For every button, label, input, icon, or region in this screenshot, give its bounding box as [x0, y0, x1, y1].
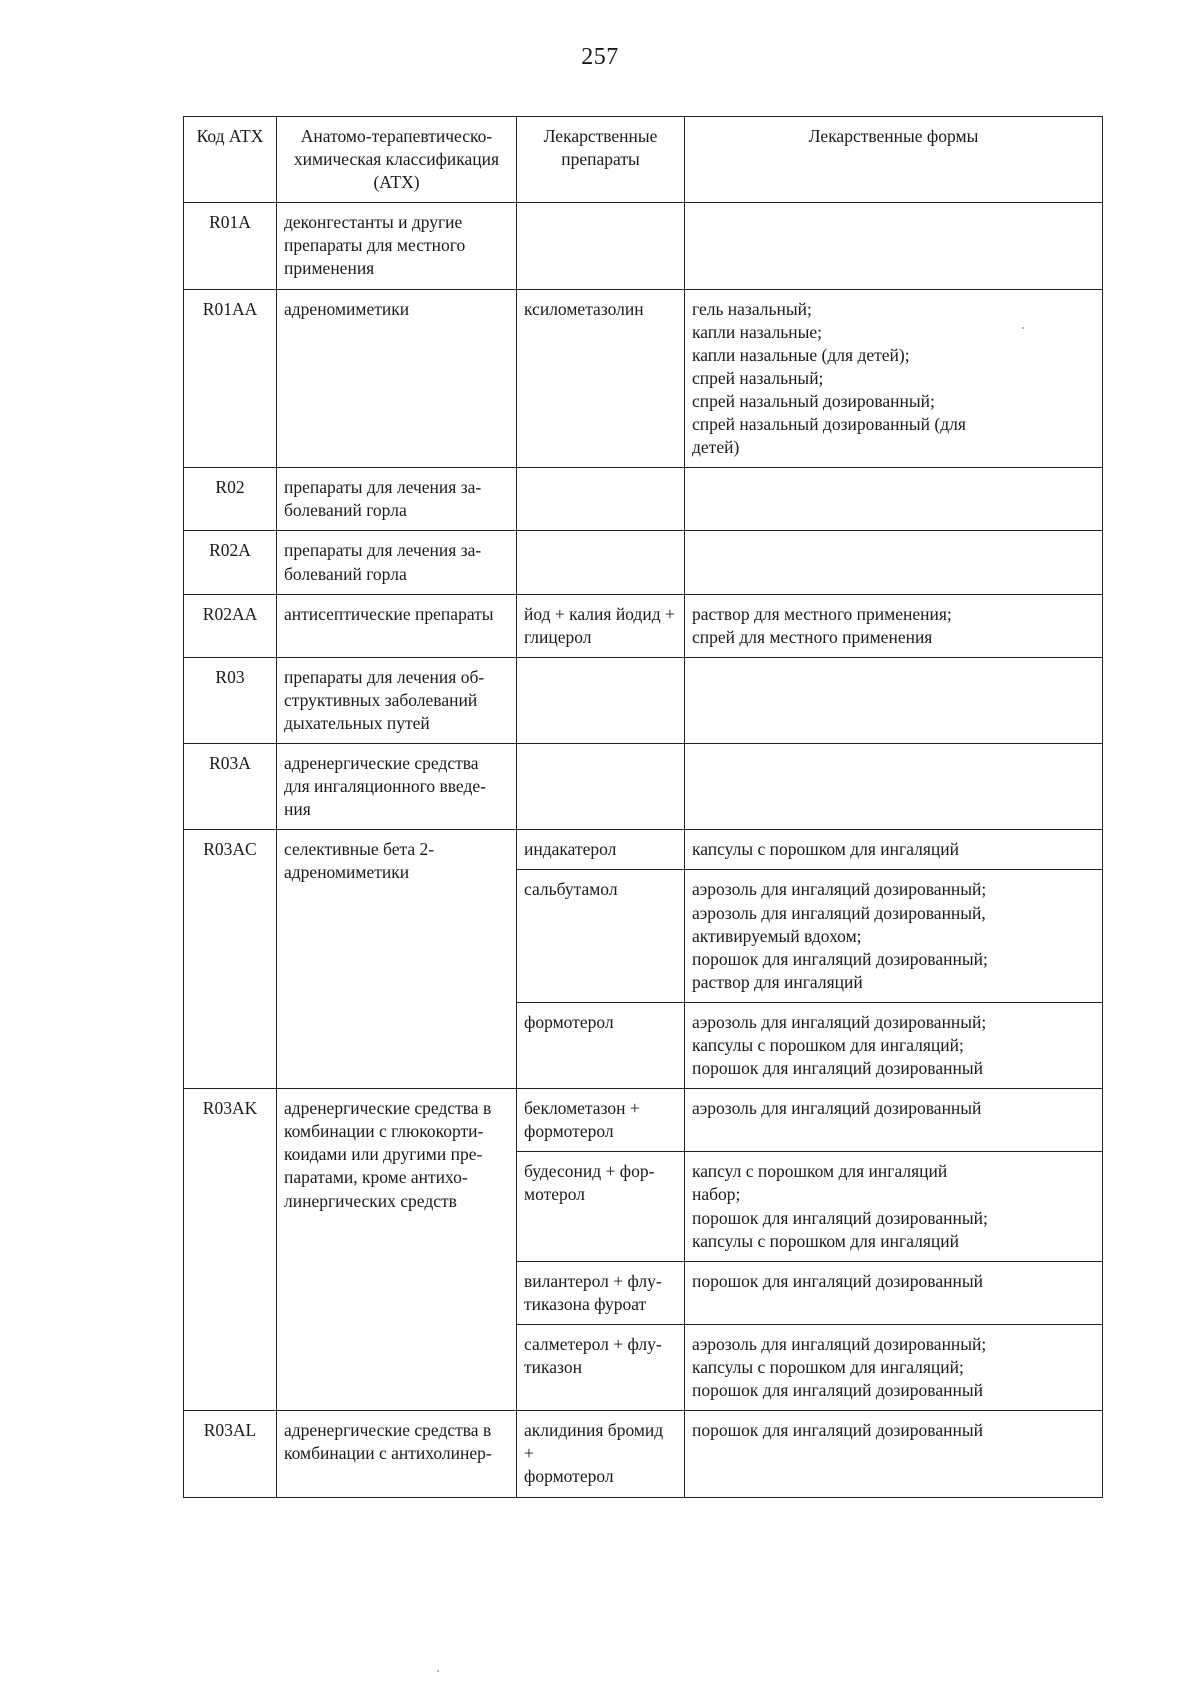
- drug-name: [517, 1152, 685, 1261]
- classification-line: антисептические препараты: [284, 603, 494, 624]
- forms-cell-empty: [685, 657, 1103, 743]
- dosage-forms: [685, 594, 1103, 657]
- dosage-form-line: раствор для ингаляций: [692, 971, 863, 992]
- header-code: Код АТХ: [184, 117, 277, 203]
- dosage-form-line: порошок для ингаляций дозированный: [692, 1420, 983, 1441]
- classification-line: препараты для лечения об-: [284, 666, 485, 687]
- drug-name-line: формотерол: [524, 1466, 614, 1487]
- dosage-form-line: капсулы с порошком для ингаляций: [692, 1230, 960, 1251]
- dosage-form-line: детей): [692, 437, 740, 458]
- header-classification-line: (АТХ): [373, 172, 420, 193]
- classification-line: препараты для лечения за-: [284, 477, 482, 498]
- drug-name: [517, 1261, 685, 1324]
- dosage-forms: [685, 1002, 1103, 1088]
- classification-line: препараты для лечения за-: [284, 540, 482, 561]
- drug-name-line: аклидиния бромид +: [524, 1420, 664, 1464]
- table-body: [184, 203, 1103, 1497]
- atx-code: R03AL: [184, 1411, 277, 1497]
- drug-name: [517, 594, 685, 657]
- atx-code: R03A: [184, 744, 277, 830]
- drug-cell-empty: [517, 531, 685, 594]
- dosage-form-line: активируемый вдохом;: [692, 925, 862, 946]
- dosage-form-line: капли назальные (для детей);: [692, 344, 910, 365]
- classification-line: для ингаляционного введе-: [284, 776, 486, 797]
- drug-cell-empty: [517, 203, 685, 289]
- scan-speck: [1022, 327, 1024, 329]
- table-row: [184, 1089, 1103, 1152]
- dosage-form-line: спрей назальный;: [692, 367, 824, 388]
- drug-name-line: ксилометазолин: [524, 298, 644, 319]
- drug-name-line: формотерол: [524, 1011, 614, 1032]
- dosage-forms: [685, 830, 1103, 870]
- atx-code: R03AK: [184, 1089, 277, 1411]
- classification-line: селективные бета 2-: [284, 839, 435, 860]
- forms-cell-empty: [685, 468, 1103, 531]
- drug-cell-empty: [517, 468, 685, 531]
- dosage-form-line: аэрозоль для ингаляций дозированный: [692, 1098, 982, 1119]
- drug-name-line: будесонид + фор-: [524, 1161, 655, 1182]
- drug-name: [517, 1324, 685, 1410]
- classification-line: болеваний горла: [284, 500, 407, 521]
- drug-name-line: тиказона фуроат: [524, 1293, 647, 1314]
- atx-classification: [277, 744, 517, 830]
- classification-line: дыхательных путей: [284, 712, 430, 733]
- table-row: [184, 531, 1103, 594]
- classification-line: коидами или другими пре-: [284, 1144, 483, 1165]
- forms-cell-empty: [685, 203, 1103, 289]
- header-classification-line: Анатомо-терапевтическо-: [300, 126, 493, 146]
- header-classification: [277, 117, 517, 203]
- drug-name-line: индакатерол: [524, 839, 617, 860]
- drug-name: [517, 1002, 685, 1088]
- dosage-form-line: спрей назальный дозированный;: [692, 390, 935, 411]
- table-row: [184, 468, 1103, 531]
- atx-table: [183, 116, 1103, 1498]
- drug-name: [517, 870, 685, 1002]
- dosage-forms: [685, 870, 1103, 1002]
- dosage-form-line: раствор для местного применения;: [692, 603, 952, 624]
- table-row: [184, 289, 1103, 468]
- dosage-form-line: капсулы с порошком для ингаляций;: [692, 1035, 964, 1055]
- atx-classification: [277, 289, 517, 468]
- header-forms: Лекарственные формы: [685, 117, 1103, 203]
- header-drugs-line: препараты: [561, 149, 640, 170]
- atx-classification: [277, 1411, 517, 1497]
- classification-line: применения: [284, 258, 375, 279]
- classification-line: адренергические средства: [284, 753, 479, 774]
- drug-cell-empty: [517, 744, 685, 830]
- scan-speck: [437, 1670, 439, 1672]
- atx-code: R03: [184, 657, 277, 743]
- drug-name-line: сальбутамол: [524, 879, 618, 900]
- table-row: [184, 203, 1103, 289]
- dosage-form-line: капли назальные;: [692, 321, 823, 342]
- atx-code: R01A: [184, 203, 277, 289]
- dosage-form-line: порошок для ингаляций дозированный;: [692, 1207, 988, 1228]
- atx-classification: [277, 468, 517, 531]
- classification-line: адренергические средства в: [284, 1420, 492, 1441]
- classification-line: препараты для местного: [284, 235, 466, 256]
- atx-code: R03AC: [184, 830, 277, 1089]
- table-row: [184, 744, 1103, 830]
- dosage-form-line: порошок для ингаляций дозированный: [692, 1058, 983, 1079]
- atx-classification: [277, 531, 517, 594]
- header-row: [184, 117, 1103, 203]
- dosage-forms: [685, 289, 1103, 468]
- dosage-form-line: гель назальный;: [692, 298, 812, 319]
- classification-line: паратами, кроме антихо-: [284, 1167, 468, 1188]
- dosage-forms: [685, 1411, 1103, 1497]
- classification-line: структивных заболеваний: [284, 689, 478, 710]
- dosage-form-line: капсулы с порошком для ингаляций: [692, 839, 960, 860]
- dosage-form-line: капсул с порошком для ингаляций: [692, 1161, 948, 1182]
- drug-name-line: формотерол: [524, 1121, 614, 1142]
- drug-cell-empty: [517, 657, 685, 743]
- atx-code: R02AA: [184, 594, 277, 657]
- classification-line: болеваний горла: [284, 563, 407, 584]
- dosage-form-line: аэрозоль для ингаляций дозированный;: [692, 1011, 987, 1032]
- drug-name: [517, 1089, 685, 1152]
- dosage-form-line: спрей назальный дозированный (для: [692, 414, 966, 435]
- atx-classification: [277, 1089, 517, 1411]
- header-drugs-line: Лекарственные: [543, 126, 658, 146]
- drug-name: [517, 1411, 685, 1497]
- drug-name-line: салметерол + флу-: [524, 1333, 662, 1354]
- dosage-form-line: порошок для ингаляций дозированный: [692, 1380, 983, 1401]
- table-row: [184, 1411, 1103, 1497]
- classification-line: ния: [284, 799, 311, 820]
- atx-classification: [277, 203, 517, 289]
- dosage-form-line: капсулы с порошком для ингаляций;: [692, 1357, 964, 1378]
- drug-name: [517, 830, 685, 870]
- forms-cell-empty: [685, 744, 1103, 830]
- dosage-forms: [685, 1089, 1103, 1152]
- atx-code: R02A: [184, 531, 277, 594]
- drug-name-line: беклометазон +: [524, 1098, 640, 1119]
- table-row: [184, 594, 1103, 657]
- classification-line: деконгестанты и другие: [284, 212, 463, 233]
- drug-name-line: йод + калия йодид +: [524, 603, 675, 624]
- dosage-form-line: спрей для местного применения: [692, 626, 933, 647]
- table-row: [184, 830, 1103, 870]
- classification-line: линергических средств: [284, 1190, 457, 1211]
- forms-cell-empty: [685, 531, 1103, 594]
- classification-line: адреномиметики: [284, 298, 410, 319]
- atx-code: R02: [184, 468, 277, 531]
- atx-classification: [277, 657, 517, 743]
- page-number: 257: [581, 44, 619, 70]
- atx-code: R01AA: [184, 289, 277, 468]
- dosage-form-line: аэрозоль для ингаляций дозированный;: [692, 879, 987, 900]
- drug-name-line: глицерол: [524, 626, 592, 647]
- classification-line: комбинации с антихолинер-: [284, 1443, 492, 1464]
- classification-line: комбинации с глюкокорти-: [284, 1121, 484, 1142]
- dosage-forms: [685, 1324, 1103, 1410]
- drug-name-line: мотерол: [524, 1184, 586, 1205]
- dosage-form-line: порошок для ингаляций дозированный: [692, 1270, 983, 1291]
- dosage-forms: [685, 1152, 1103, 1261]
- classification-line: адренергические средства в: [284, 1098, 492, 1119]
- dosage-form-line: набор;: [692, 1184, 741, 1205]
- dosage-form-line: порошок для ингаляций дозированный;: [692, 948, 988, 969]
- dosage-forms: [685, 1261, 1103, 1324]
- dosage-form-line: аэрозоль для ингаляций дозированный;: [692, 1333, 987, 1354]
- drug-name-line: вилантерол + флу-: [524, 1270, 662, 1291]
- header-drugs: [517, 117, 685, 203]
- atx-classification: [277, 830, 517, 1089]
- table-row: [184, 657, 1103, 743]
- dosage-form-line: аэрозоль для ингаляций дозированный,: [692, 902, 986, 923]
- classification-line: адреномиметики: [284, 862, 410, 883]
- header-classification-line: химическая классификация: [293, 149, 500, 170]
- atx-classification: [277, 594, 517, 657]
- drug-name: [517, 289, 685, 468]
- drug-name-line: тиказон: [524, 1357, 582, 1378]
